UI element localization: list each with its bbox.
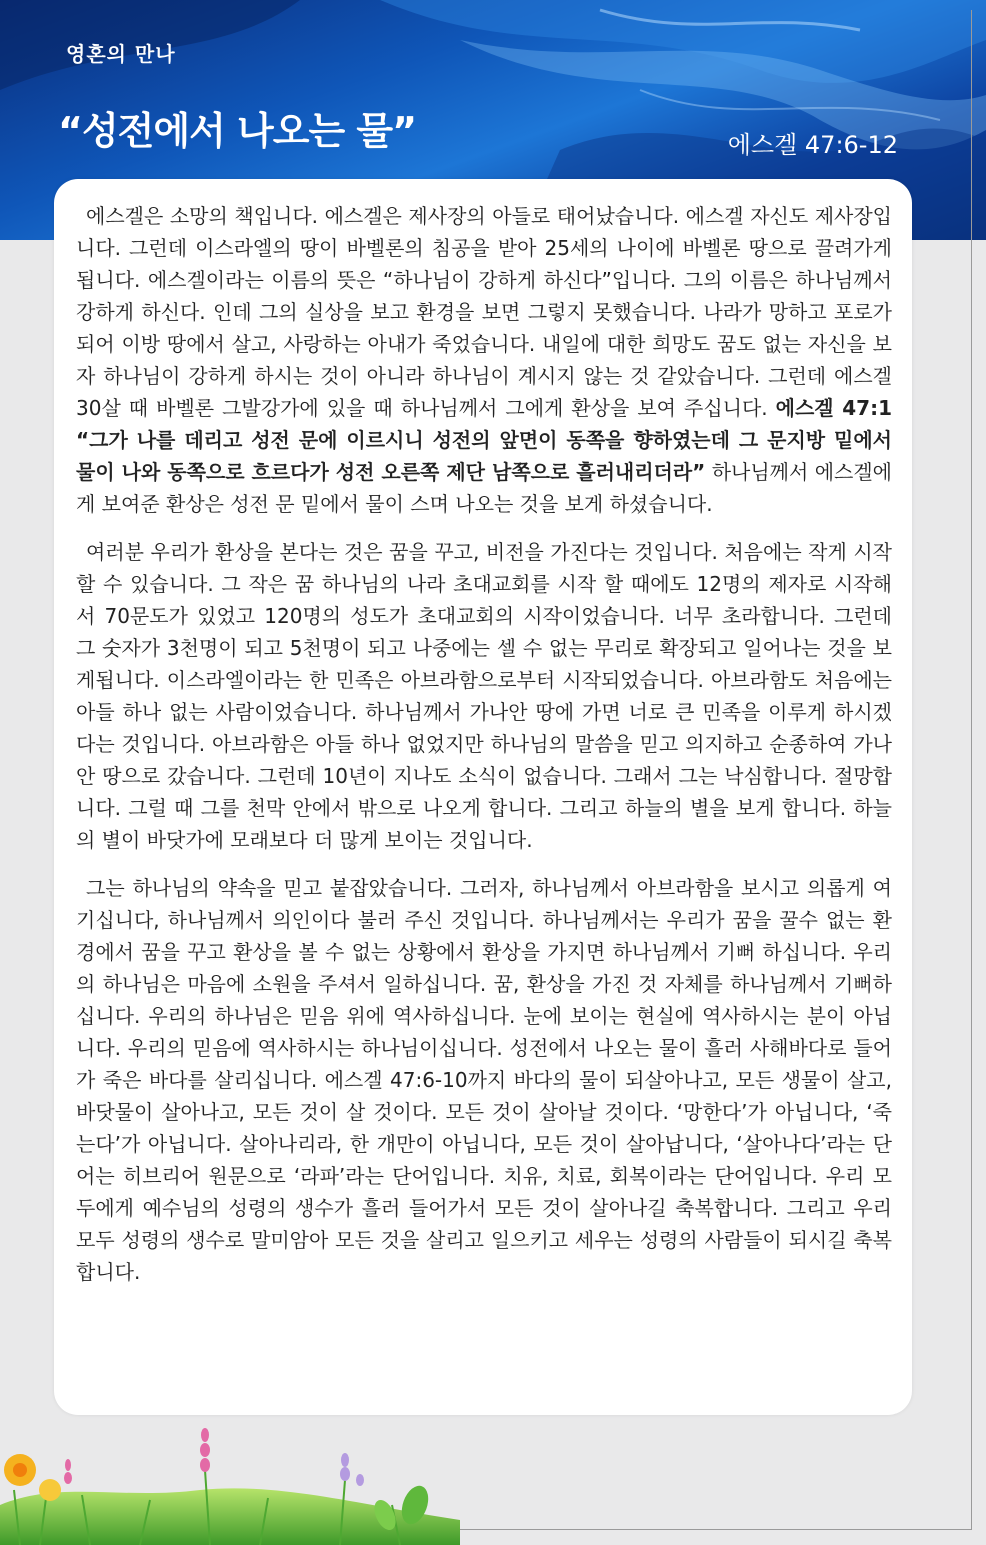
meadow-flowers-decoration xyxy=(0,1410,460,1545)
section-label: 영혼의 만나 xyxy=(66,42,176,66)
article-body xyxy=(76,200,892,1304)
scripture-quote: 에스겔 47:1 “그가 나를 데리고 성전 문에 이르시니 성전의 앞면이 동쪽을 향하였는데 그 문지방 밑에서 물이 나와 동쪽으로 흐르다가 성전 오른쪽 제단 남쪽으로 흘러내리더라” xyxy=(76,396,893,484)
paragraph-1-tail: 하나님께서 에스겔에게 보여준 환상은 성전 문 밑에서 물이 스며 나오는 것을 보게 하셨습니다. xyxy=(76,460,892,516)
paragraph-1 xyxy=(76,200,892,520)
frame-line-bottom xyxy=(420,1529,972,1530)
paragraph-3: 그는 하나님의 약속을 믿고 붙잡았습니다. 그러자, 하나님께서 아브라함을 보시고 의롭게 여기십니다, 하나님께서 의인이다 불러 주신 것입니다. 하나님께서는 우리가 꿈을 꿀수 없는 환경에서 꿈을 꾸고 환상을 볼 수 없는 상황에서 환상을 가지면 하나님께서 기뻐 하십니다. 우리의 하나님은 마음에 소원을 주셔서 일하십니다. 꿈, 환상을 가진 것 자체를 하나님께서 기뻐하십니다. 우리의 하나님은 믿음 위에 역사하십니다. 눈에 보이는 현실에 역사하시는 분이 아닙니다. 우리의 믿음에 역사하시는 하나님이십니다. 성전에서 나오는 물이 흘러 사해바다로 들어가 죽은 바다를 살리십니다. 에스겔 47:6-10까지 바다의 물이 되살아나고, 모든 생물이 살고, 바닷물이 살아나고, 모든 것이 살 것이다. 모든 것이 살아날 것이다. ‘망한다’가 아닙니다, ‘죽는다’가 아닙니다. 살아나리라, 한 개만이 아닙니다, 모든 것이 살아납니다, ‘살아나다’라는 단어는 히브리어 원문으로 ‘라파’라는 단어입니다. 치유, 치료, 회복이라는 단어입니다. 우리 모두에게 예수님의 성령의 생수가 흘러 들어가서 모든 것이 살아나길 축복합니다. 그리고 우리 모두 성령의 생수로 말미암아 모든 것을 살리고 일으키고 세우는 성령의 사람들이 되시길 축복합니다. xyxy=(76,876,892,1284)
paragraph-2: 여러분 우리가 환상을 본다는 것은 꿈을 꾸고, 비전을 가진다는 것입니다. 처음에는 작게 시작할 수 있습니다. 그 작은 꿈 하나님의 나라 초대교회를 시작 할 때에도 12명의 제자로 시작해서 70문도가 있었고 120명의 성도가 초대교회의 시작이었습니다. 너무 초라합니다. 그런데 그 숫자가 3천명이 되고 5천명이 되고 나중에는 셀 수 없는 무리로 확장되고 일어나는 것을 보게됩니다. 이스라엘이라는 한 민족은 아브라함으로부터 시작되었습니다. 아브라함도 처음에는 아들 하나 없는 사람이었습니다. 하나님께서 가나안 땅에 가면 너로 큰 민족을 이루게 하시겠다는 것입니다. 아브라함은 아들 하나 없었지만 하나님의 말씀을 믿고 의지하고 순종하여 가나안 땅으로 갔습니다. 그런데 10년이 지나도 소식이 없습니다. 그래서 그는 낙심합니다. 절망합니다. 그럴 때 그를 천막 안에서 밖으로 나오게 합니다. 그리고 하늘의 별을 보게 합니다. 하늘의 별이 바닷가에 모래보다 더 많게 보이는 것입니다. xyxy=(76,540,892,852)
paragraph-1-text: 에스겔은 소망의 책입니다. 에스겔은 제사장의 아들로 태어났습니다. 에스겔 자신도 제사장입니다. 그런데 이스라엘의 땅이 바벨론의 침공을 받아 25세의 나이에 바벨론 땅으로 끌려가게 됩니다. 에스겔이라는 이름의 뜻은 “하나님이 강하게 하신다”입니다. 그의 이름은 하나님께서 강하게 하신다. 인데 그의 실상을 보고 환경을 보면 그렇지 못했습니다. 나라가 망하고 포로가 되어 이방 땅에서 살고, 사랑하는 아내가 죽었습니다. 내일에 대한 희망도 꿈도 없는 자신을 보자 하나님이 강하게 하시는 것이 아니라 하나님이 계시지 않는 것 같았습니다. 그런데 에스겔 30살 때 바벨론 그발강가에 있을 때 하나님께서 그에게 환상을 보여 주십니다. xyxy=(76,204,892,420)
scripture-reference: 에스겔 47:6-12 xyxy=(727,131,898,159)
page-title: “성전에서 나오는 물” xyxy=(58,109,417,153)
frame-line-right xyxy=(971,10,972,1530)
